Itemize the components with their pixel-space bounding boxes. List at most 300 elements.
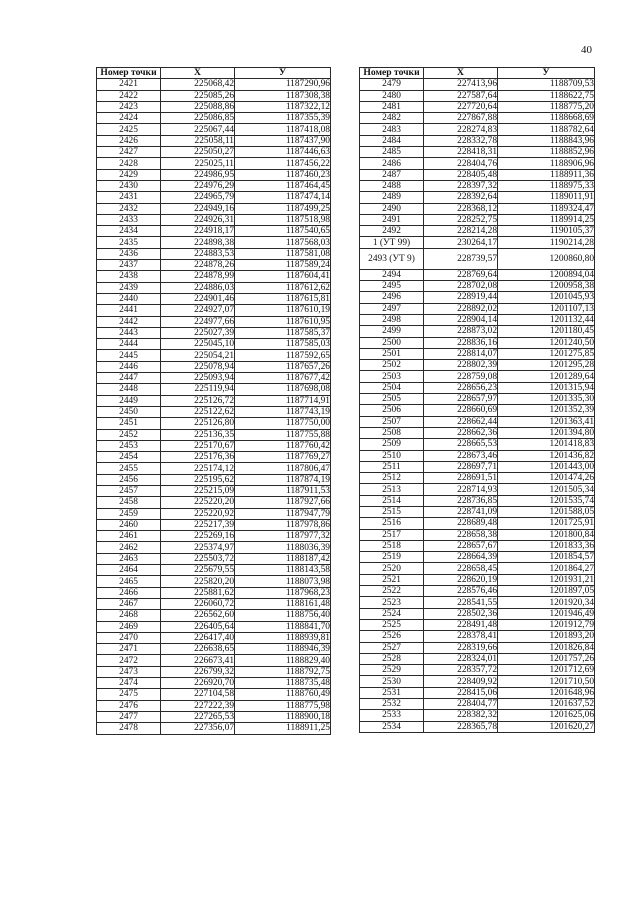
cell-point-number: 2488	[360, 180, 424, 191]
table-row	[97, 260, 331, 271]
table-row	[97, 519, 331, 530]
table-row	[360, 586, 595, 597]
cell-point-number: 2510	[360, 450, 424, 461]
cell-point-number: 2493 (УТ 9)	[360, 248, 424, 269]
cell-x: 228404,77	[424, 699, 498, 710]
cell-point-number: 2461	[97, 531, 161, 542]
cell-x: 228491,48	[424, 619, 498, 630]
cell-x: 225217,39	[161, 519, 235, 530]
cell-y: 1201637,52	[498, 699, 595, 710]
cell-y: 1201295,28	[498, 360, 595, 371]
table-row	[360, 665, 595, 676]
cell-point-number: 2521	[360, 574, 424, 585]
cell-y: 1187592,65	[235, 350, 331, 361]
cell-x: 228814,07	[424, 348, 498, 359]
cell-y: 1188829,40	[235, 655, 331, 666]
cell-point-number: 2494	[360, 269, 424, 280]
cell-x: 225093,94	[161, 373, 235, 384]
cell-y: 1188775,20	[498, 101, 595, 112]
cell-x: 226920,70	[161, 678, 235, 689]
cell-x: 228658,45	[424, 563, 498, 574]
cell-y: 1201352,39	[498, 405, 595, 416]
header-x: X	[161, 68, 235, 79]
cell-y: 1201757,26	[498, 653, 595, 664]
cell-point-number: 2443	[97, 327, 161, 338]
cell-point-number: 2445	[97, 350, 161, 361]
table-row	[97, 237, 331, 248]
cell-point-number: 2534	[360, 721, 424, 732]
cell-y: 1187437,90	[235, 135, 331, 146]
cell-point-number: 2522	[360, 586, 424, 597]
cell-point-number: 2519	[360, 552, 424, 563]
cell-x: 225136,35	[161, 429, 235, 440]
cell-x: 227413,96	[424, 79, 498, 90]
cell-x: 226405,64	[161, 621, 235, 632]
cell-point-number: 2450	[97, 406, 161, 417]
cell-y: 1187698,08	[235, 384, 331, 395]
cell-point-number: 2434	[97, 226, 161, 237]
cell-y: 1201897,05	[498, 586, 595, 597]
cell-y: 1187581,08	[235, 248, 331, 259]
cell-y: 1187585,03	[235, 339, 331, 350]
cell-y: 1201394,80	[498, 427, 595, 438]
cell-point-number: 2468	[97, 610, 161, 621]
cell-x: 228664,39	[424, 552, 498, 563]
cell-y: 1187911,53	[235, 485, 331, 496]
cell-y: 1190214,28	[498, 237, 595, 248]
cell-y: 1187677,42	[235, 373, 331, 384]
header-x: X	[424, 68, 498, 79]
cell-point-number: 2435	[97, 237, 161, 248]
table-row	[97, 214, 331, 225]
cell-point-number: 2503	[360, 371, 424, 382]
cell-x: 228689,48	[424, 518, 498, 529]
table-row	[97, 373, 331, 384]
table-row	[360, 405, 595, 416]
cell-x: 225122,62	[161, 406, 235, 417]
cell-point-number: 2482	[360, 113, 424, 124]
cell-y: 1187418,08	[235, 124, 331, 135]
cell-x: 224878,99	[161, 271, 235, 282]
cell-y: 1187947,79	[235, 508, 331, 519]
page-number: 40	[581, 44, 592, 56]
cell-point-number: 2473	[97, 666, 161, 677]
table-row	[97, 542, 331, 553]
cell-y: 1187499,25	[235, 203, 331, 214]
table-row	[360, 360, 595, 371]
cell-x: 225195,62	[161, 474, 235, 485]
cell-y: 1187977,32	[235, 531, 331, 542]
table-row	[360, 552, 595, 563]
cell-x: 225126,80	[161, 418, 235, 429]
table-row	[360, 529, 595, 540]
header-y: У	[235, 68, 331, 79]
cell-y: 1201335,30	[498, 394, 595, 405]
table-row	[97, 565, 331, 576]
cell-x: 228673,46	[424, 450, 498, 461]
cell-y: 1187464,45	[235, 180, 331, 191]
coordinates-table-right	[359, 67, 595, 733]
cell-point-number: 2499	[360, 326, 424, 337]
cell-point-number: 2489	[360, 192, 424, 203]
cell-y: 1201920,34	[498, 597, 595, 608]
cell-y: 1187446,63	[235, 147, 331, 158]
cell-x: 227587,64	[424, 90, 498, 101]
table-row	[97, 101, 331, 112]
cell-x: 228657,97	[424, 394, 498, 405]
header-point-number: Номер точки	[360, 68, 424, 79]
table-row	[97, 90, 331, 101]
cell-x: 227867,88	[424, 113, 498, 124]
cell-y: 1201132,44	[498, 314, 595, 325]
table-row	[97, 440, 331, 451]
cell-x: 225078,94	[161, 361, 235, 372]
cell-y: 1188161,48	[235, 598, 331, 609]
cell-x: 230264,17	[424, 237, 498, 248]
table-row	[360, 90, 595, 101]
cell-x: 228873,02	[424, 326, 498, 337]
table-row	[360, 314, 595, 325]
cell-x: 227222,39	[161, 700, 235, 711]
table-row	[360, 461, 595, 472]
cell-point-number: 2505	[360, 394, 424, 405]
table-row	[97, 632, 331, 643]
cell-point-number: 2470	[97, 632, 161, 643]
cell-x: 228741,09	[424, 506, 498, 517]
cell-point-number: 2525	[360, 619, 424, 630]
table-row	[97, 135, 331, 146]
cell-point-number: 2504	[360, 382, 424, 393]
cell-y: 1188975,33	[498, 180, 595, 191]
cell-x: 224886,03	[161, 282, 235, 293]
table-row	[360, 248, 595, 269]
table-row	[97, 621, 331, 632]
cell-y: 1188906,96	[498, 158, 595, 169]
table-row	[97, 339, 331, 350]
table-row	[97, 553, 331, 564]
cell-point-number: 2440	[97, 293, 161, 304]
cell-point-number: 2496	[360, 292, 424, 303]
table-row	[360, 439, 595, 450]
table-row	[97, 485, 331, 496]
table-row	[97, 271, 331, 282]
cell-x: 225679,55	[161, 565, 235, 576]
cell-y: 1187874,19	[235, 474, 331, 485]
cell-point-number: 2453	[97, 440, 161, 451]
cell-point-number: 2469	[97, 621, 161, 632]
table-row	[97, 666, 331, 677]
cell-point-number: 2449	[97, 395, 161, 406]
cell-x: 228368,12	[424, 203, 498, 214]
cell-x: 225881,62	[161, 587, 235, 598]
cell-y: 1188036,39	[235, 542, 331, 553]
table-row	[360, 113, 595, 124]
table-header-row	[360, 68, 595, 79]
cell-x: 225050,27	[161, 147, 235, 158]
cell-x: 225220,20	[161, 497, 235, 508]
table-row	[97, 531, 331, 542]
cell-point-number: 2528	[360, 653, 424, 664]
cell-x: 224883,53	[161, 248, 235, 259]
table-row	[360, 450, 595, 461]
cell-x: 228660,69	[424, 405, 498, 416]
cell-y: 1187322,12	[235, 101, 331, 112]
cell-point-number: 2506	[360, 405, 424, 416]
cell-y: 1188760,49	[235, 689, 331, 700]
table-row	[97, 723, 331, 734]
cell-x: 228759,08	[424, 371, 498, 382]
table-row	[97, 644, 331, 655]
table-row	[360, 563, 595, 574]
cell-x: 228324,01	[424, 653, 498, 664]
cell-point-number: 2490	[360, 203, 424, 214]
cell-y: 1201833,36	[498, 540, 595, 551]
table-row	[97, 293, 331, 304]
cell-x: 228357,72	[424, 665, 498, 676]
table-row	[360, 687, 595, 698]
table-row	[360, 214, 595, 225]
cell-y: 1187474,14	[235, 192, 331, 203]
table-row	[97, 79, 331, 90]
cell-y: 1187355,39	[235, 113, 331, 124]
cell-y: 1187968,23	[235, 587, 331, 598]
cell-y: 1201418,83	[498, 439, 595, 450]
cell-x: 224898,38	[161, 237, 235, 248]
table-row	[97, 113, 331, 124]
cell-point-number: 2428	[97, 158, 161, 169]
cell-point-number: 2446	[97, 361, 161, 372]
table-row	[360, 653, 595, 664]
cell-x: 228656,23	[424, 382, 498, 393]
cell-x: 226562,60	[161, 610, 235, 621]
cell-point-number: 2529	[360, 665, 424, 676]
cell-point-number: 2520	[360, 563, 424, 574]
table-row	[360, 710, 595, 721]
cell-y: 1188782,64	[498, 124, 595, 135]
cell-x: 225067,44	[161, 124, 235, 135]
cell-point-number: 2479	[360, 79, 424, 90]
table-row	[97, 452, 331, 463]
cell-x: 225045,10	[161, 339, 235, 350]
cell-point-number: 2533	[360, 710, 424, 721]
cell-x: 228418,31	[424, 147, 498, 158]
table-row	[97, 226, 331, 237]
cell-point-number: 2447	[97, 373, 161, 384]
cell-point-number: 2477	[97, 711, 161, 722]
cell-point-number: 2500	[360, 337, 424, 348]
table-row	[360, 597, 595, 608]
header-point-number: Номер точки	[97, 68, 161, 79]
cell-point-number: 2457	[97, 485, 161, 496]
cell-y: 1201864,27	[498, 563, 595, 574]
cell-y: 1201826,84	[498, 642, 595, 653]
cell-x: 225503,72	[161, 553, 235, 564]
cell-x: 228502,36	[424, 608, 498, 619]
cell-y: 1187610,19	[235, 305, 331, 316]
cell-y: 1188900,18	[235, 711, 331, 722]
cell-x: 228736,85	[424, 495, 498, 506]
cell-y: 1201240,50	[498, 337, 595, 348]
table-row	[360, 169, 595, 180]
cell-y: 1187760,42	[235, 440, 331, 451]
cell-x: 225027,39	[161, 327, 235, 338]
table-row	[97, 124, 331, 135]
cell-y: 1188143,58	[235, 565, 331, 576]
cell-y: 1187714,91	[235, 395, 331, 406]
cell-point-number: 2448	[97, 384, 161, 395]
cell-y: 1187806,47	[235, 463, 331, 474]
table-row	[360, 416, 595, 427]
table-row	[360, 574, 595, 585]
cell-point-number: 2437	[97, 260, 161, 271]
cell-point-number: 2471	[97, 644, 161, 655]
cell-point-number: 2460	[97, 519, 161, 530]
cell-point-number: 2438	[97, 271, 161, 282]
table-row	[97, 305, 331, 316]
cell-y: 1187518,98	[235, 214, 331, 225]
cell-x: 224901,46	[161, 293, 235, 304]
cell-x: 227265,53	[161, 711, 235, 722]
cell-y: 1201800,84	[498, 529, 595, 540]
cell-point-number: 2436	[97, 248, 161, 259]
header-y: У	[498, 68, 595, 79]
cell-x: 228836,16	[424, 337, 498, 348]
cell-x: 228382,32	[424, 710, 498, 721]
cell-point-number: 2508	[360, 427, 424, 438]
table-row	[360, 371, 595, 382]
cell-x: 228702,08	[424, 281, 498, 292]
cell-y: 1200860,80	[498, 248, 595, 269]
table-row	[360, 495, 595, 506]
cell-point-number: 2531	[360, 687, 424, 698]
table-row	[360, 226, 595, 237]
cell-point-number: 2512	[360, 473, 424, 484]
table-row	[360, 540, 595, 551]
cell-point-number: 2463	[97, 553, 161, 564]
table-row	[360, 473, 595, 484]
cell-x: 228397,32	[424, 180, 498, 191]
cell-point-number: 2465	[97, 576, 161, 587]
cell-point-number: 2475	[97, 689, 161, 700]
cell-y: 1188946,39	[235, 644, 331, 655]
cell-x: 228319,66	[424, 642, 498, 653]
cell-x: 228274,83	[424, 124, 498, 135]
cell-y: 1201712,69	[498, 665, 595, 676]
cell-x: 225085,26	[161, 90, 235, 101]
table-row	[360, 337, 595, 348]
cell-y: 1201620,27	[498, 721, 595, 732]
cell-x: 225220,92	[161, 508, 235, 519]
cell-y: 1187456,22	[235, 158, 331, 169]
table-row	[360, 484, 595, 495]
cell-y: 1201854,57	[498, 552, 595, 563]
table-row	[360, 124, 595, 135]
cell-point-number: 2452	[97, 429, 161, 440]
cell-point-number: 2424	[97, 113, 161, 124]
cell-point-number: 2456	[97, 474, 161, 485]
cell-x: 226799,32	[161, 666, 235, 677]
table-row	[360, 269, 595, 280]
cell-x: 226673,41	[161, 655, 235, 666]
cell-y: 1188187,42	[235, 553, 331, 564]
cell-y: 1188735,48	[235, 678, 331, 689]
cell-point-number: 2481	[360, 101, 424, 112]
cell-y: 1187755,88	[235, 429, 331, 440]
table-row	[97, 180, 331, 191]
table-row	[360, 192, 595, 203]
cell-y: 1201289,64	[498, 371, 595, 382]
cell-point-number: 2526	[360, 631, 424, 642]
cell-point-number: 2524	[360, 608, 424, 619]
cell-y: 1200894,04	[498, 269, 595, 280]
cell-y: 1201474,26	[498, 473, 595, 484]
table-row	[97, 576, 331, 587]
cell-point-number: 1 (УТ 99)	[360, 237, 424, 248]
cell-point-number: 2425	[97, 124, 161, 135]
cell-x: 228214,28	[424, 226, 498, 237]
cell-x: 224878,26	[161, 260, 235, 271]
cell-x: 228332,78	[424, 135, 498, 146]
cell-x: 225170,67	[161, 440, 235, 451]
table-row	[97, 474, 331, 485]
cell-y: 1188911,25	[235, 723, 331, 734]
cell-x: 228769,64	[424, 269, 498, 280]
table-row	[97, 655, 331, 666]
cell-x: 225126,72	[161, 395, 235, 406]
cell-y: 1201045,93	[498, 292, 595, 303]
table-row	[97, 711, 331, 722]
table-row	[97, 463, 331, 474]
cell-point-number: 2439	[97, 282, 161, 293]
cell-x: 228904,14	[424, 314, 498, 325]
table-row	[97, 384, 331, 395]
cell-y: 1188939,81	[235, 632, 331, 643]
table-row	[97, 508, 331, 519]
cell-y: 1188843,96	[498, 135, 595, 146]
cell-x: 228252,75	[424, 214, 498, 225]
cell-x: 228691,51	[424, 473, 498, 484]
cell-y: 1201588,05	[498, 506, 595, 517]
cell-x: 224927,07	[161, 305, 235, 316]
table-row	[360, 699, 595, 710]
cell-point-number: 2515	[360, 506, 424, 517]
cell-y: 1201912,79	[498, 619, 595, 630]
table-row	[97, 418, 331, 429]
cell-point-number: 2455	[97, 463, 161, 474]
cell-point-number: 2426	[97, 135, 161, 146]
cell-y: 1188792,75	[235, 666, 331, 677]
table-row	[97, 497, 331, 508]
cell-y: 1201946,49	[498, 608, 595, 619]
table-row	[360, 608, 595, 619]
cell-y: 1187568,03	[235, 237, 331, 248]
cell-x: 228657,67	[424, 540, 498, 551]
table-row	[97, 158, 331, 169]
cell-y: 1187589,24	[235, 260, 331, 271]
cell-y: 1187612,62	[235, 282, 331, 293]
cell-point-number: 2502	[360, 360, 424, 371]
table-row	[360, 158, 595, 169]
table-row	[360, 101, 595, 112]
cell-y: 1188911,36	[498, 169, 595, 180]
cell-x: 225058,11	[161, 135, 235, 146]
table-row	[97, 282, 331, 293]
cell-point-number: 2513	[360, 484, 424, 495]
cell-point-number: 2444	[97, 339, 161, 350]
cell-x: 224926,31	[161, 214, 235, 225]
table-header-row	[97, 68, 331, 79]
cell-point-number: 2429	[97, 169, 161, 180]
